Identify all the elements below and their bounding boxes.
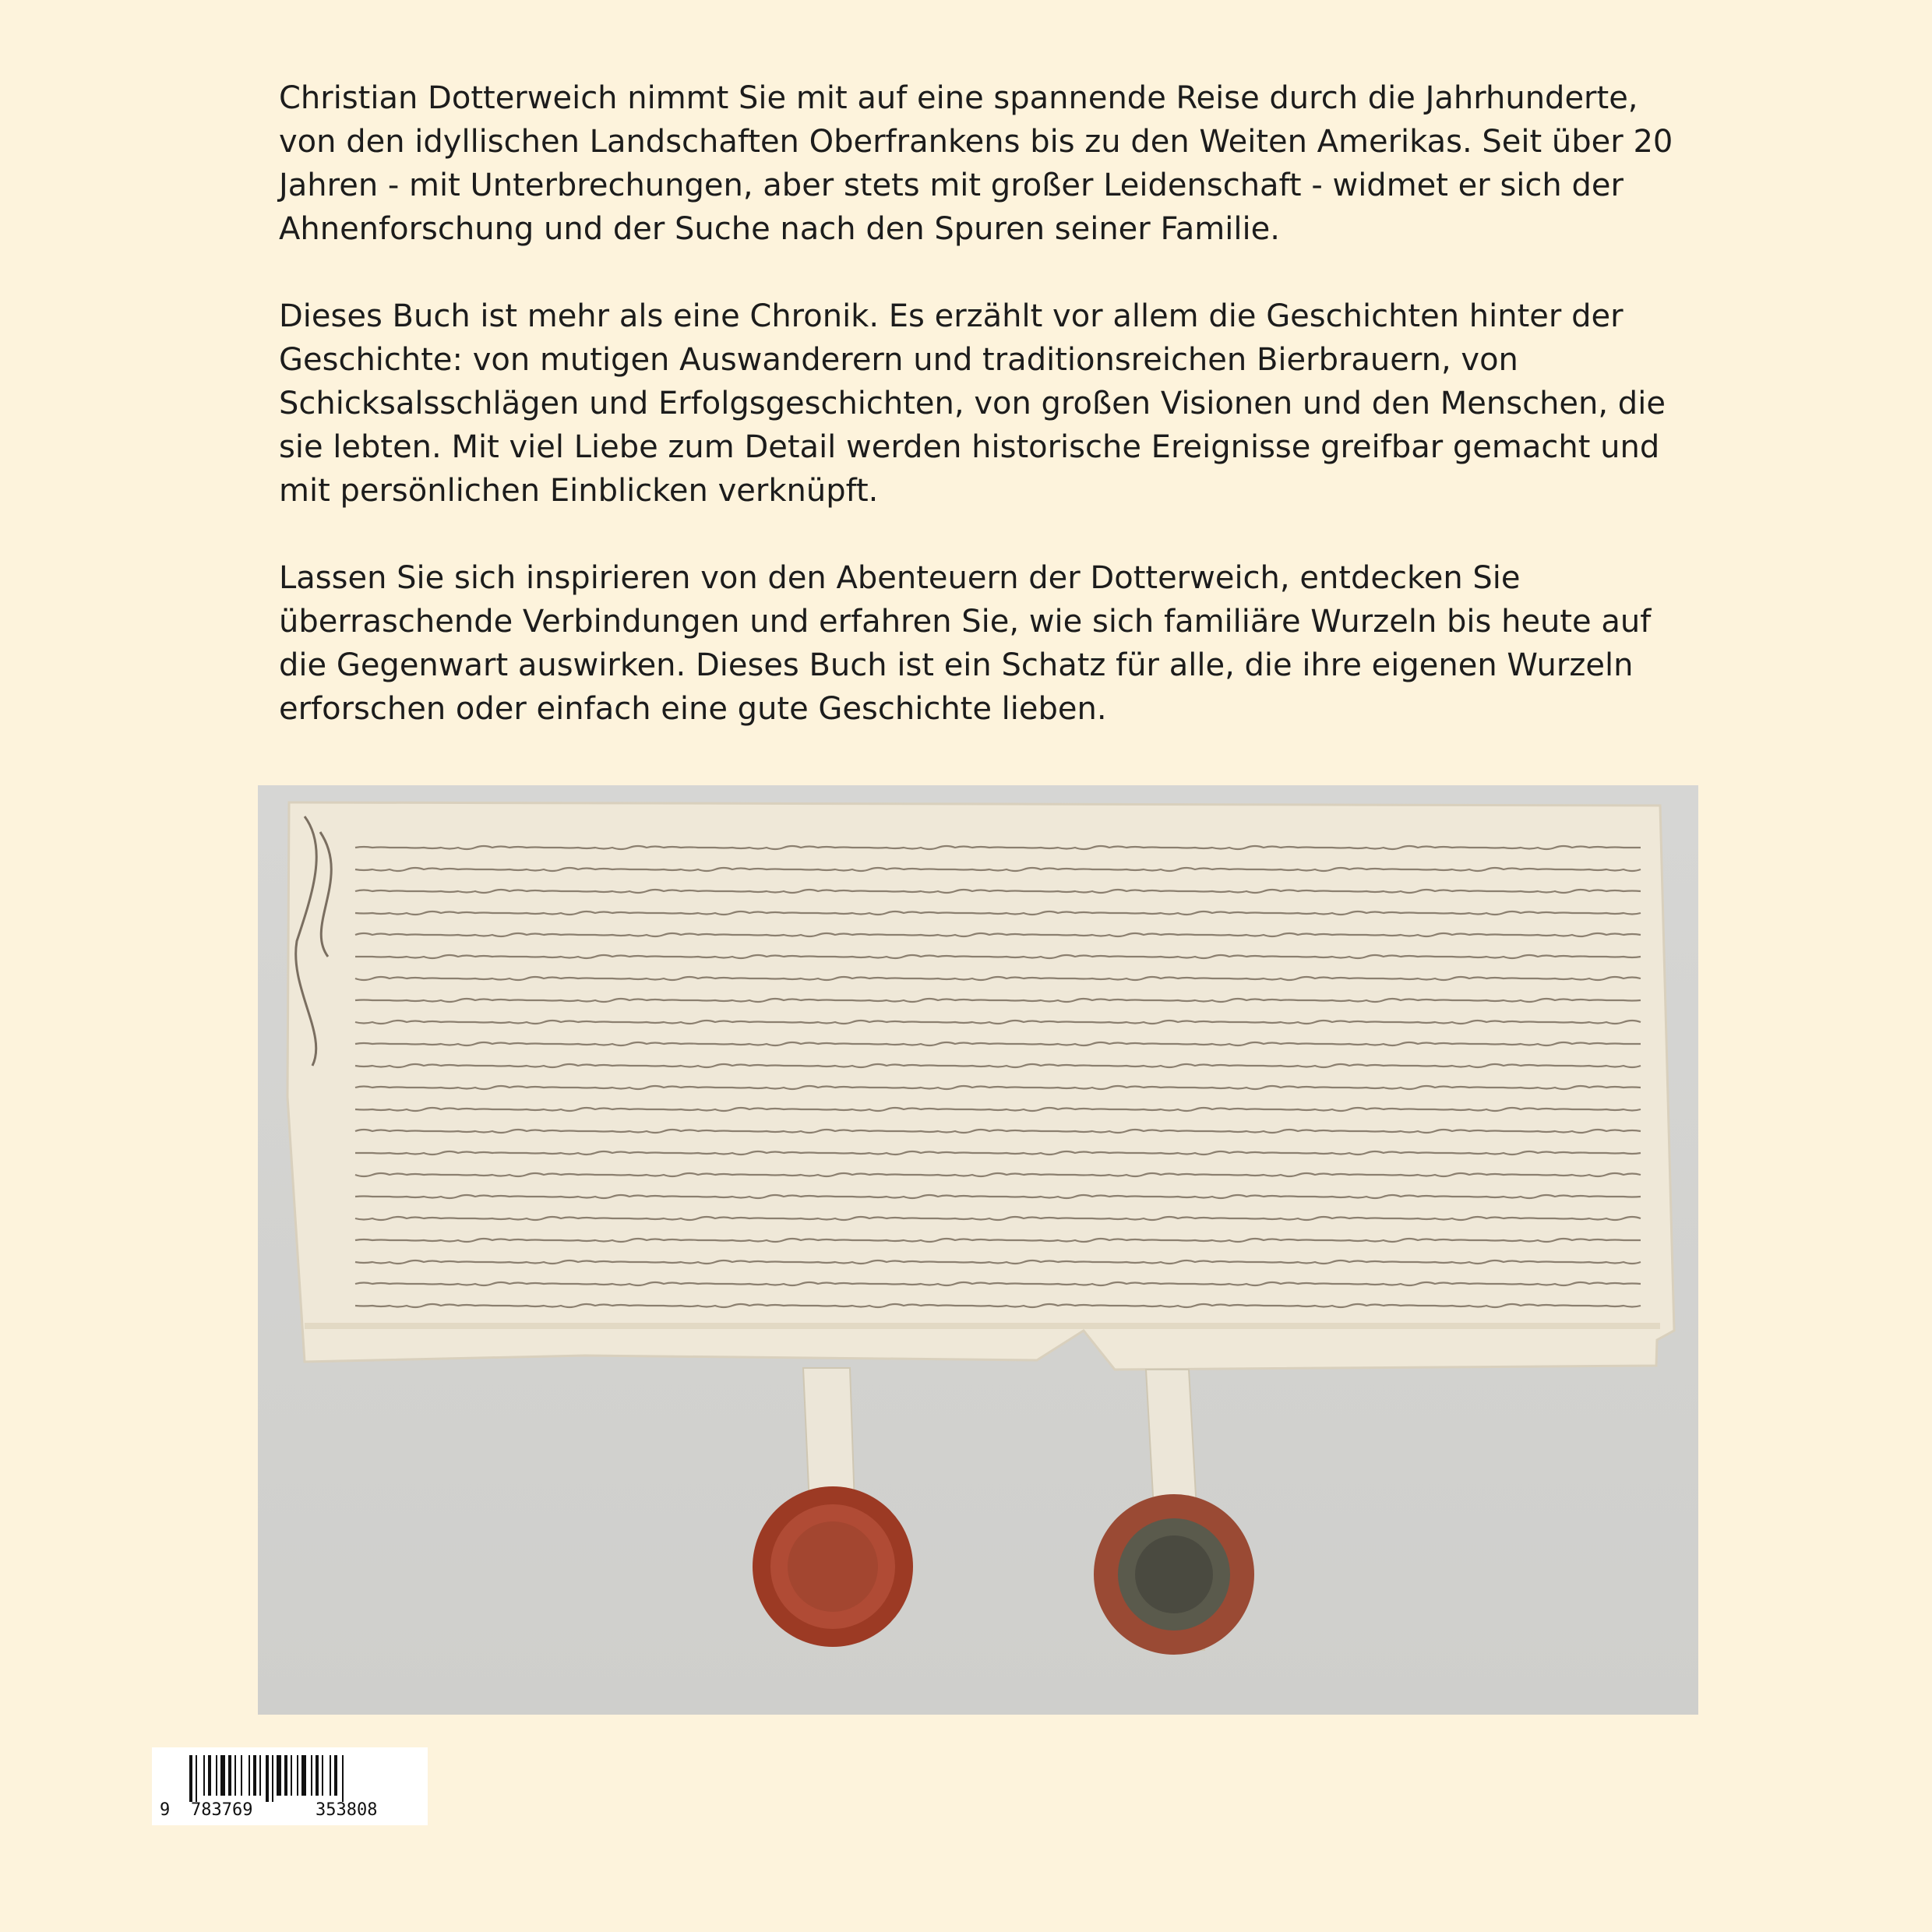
barcode-bar	[259, 1755, 261, 1796]
barcode-bar	[220, 1755, 225, 1796]
barcode-bar	[291, 1755, 292, 1796]
charter-illustration	[258, 785, 1698, 1715]
barcode-bar	[316, 1755, 319, 1796]
barcode-bar	[216, 1755, 217, 1796]
blurb-paragraph-1: Christian Dotterweich nimmt Sie mit auf eine spannende Reise durch die Jahrhunderte, von den idyllischen Landschaften Oberfrankens bis zu den Weiten Amerikas. Seit über 20 Jahren - mit Unterbrechungen, aber stets mit großer Leidenschaft - widmet er sich der Ahnenforschung und der Suche nach den Spuren seiner Familie.	[279, 80, 1673, 247]
barcode-bar	[208, 1755, 211, 1796]
barcode-first-digit: 9	[160, 1800, 171, 1820]
back-cover-blurb	[279, 76, 1681, 774]
barcode-bar	[284, 1755, 287, 1796]
charter-photo	[258, 785, 1698, 1715]
barcode-bar	[266, 1755, 269, 1802]
blurb-paragraph-3: Lassen Sie sich inspirieren von den Abenteuern der Dotterweich, entdecken Sie überraschende Verbindungen und erfahren Sie, wie sich familiäre Wurzeln bis heute auf die Gegenwart auswirken. Dieses Buch ist ein Schatz für alle, die ihre eigenen Wurzeln erforschen oder einfach eine gute Geschichte lieben.	[279, 560, 1652, 727]
barcode-group-1: 783769	[191, 1800, 253, 1820]
barcode-bar	[311, 1755, 312, 1796]
barcode-bar	[277, 1755, 281, 1796]
parchment-fold	[305, 1323, 1660, 1329]
barcode-bar	[196, 1755, 197, 1802]
barcode-bar	[297, 1755, 298, 1796]
isbn-barcode	[152, 1747, 428, 1825]
barcode-bar	[203, 1755, 205, 1796]
barcode-bar	[301, 1755, 306, 1796]
barcode-bar	[234, 1755, 236, 1796]
barcode-bar	[241, 1755, 242, 1796]
barcode-group-2: 353808	[316, 1800, 378, 1820]
barcode-bars	[152, 1747, 428, 1802]
barcode-bar	[253, 1755, 256, 1796]
barcode-bar	[272, 1755, 273, 1802]
barcode-bar	[334, 1755, 337, 1796]
blurb-paragraph-2: Dieses Buch ist mehr als eine Chronik. Es erzählt vor allem die Geschichten hinter der Geschichte: von mutigen Auswanderern und traditionsreichen Bierbrauern, von Schicksalsschlägen und Erfolgsgeschichten, von großen Visionen und den Menschen, die sie lebten. Mit viel Liebe zum Detail werden historische Ereignisse greifbar gemacht und mit persönlichen Einblicken verknüpft.	[279, 298, 1666, 509]
barcode-bar	[249, 1755, 250, 1796]
barcode-bar	[228, 1755, 231, 1796]
barcode-bar	[330, 1755, 331, 1796]
barcode-bar	[189, 1755, 192, 1802]
barcode-bar	[342, 1755, 344, 1802]
barcode-bar	[322, 1755, 323, 1796]
